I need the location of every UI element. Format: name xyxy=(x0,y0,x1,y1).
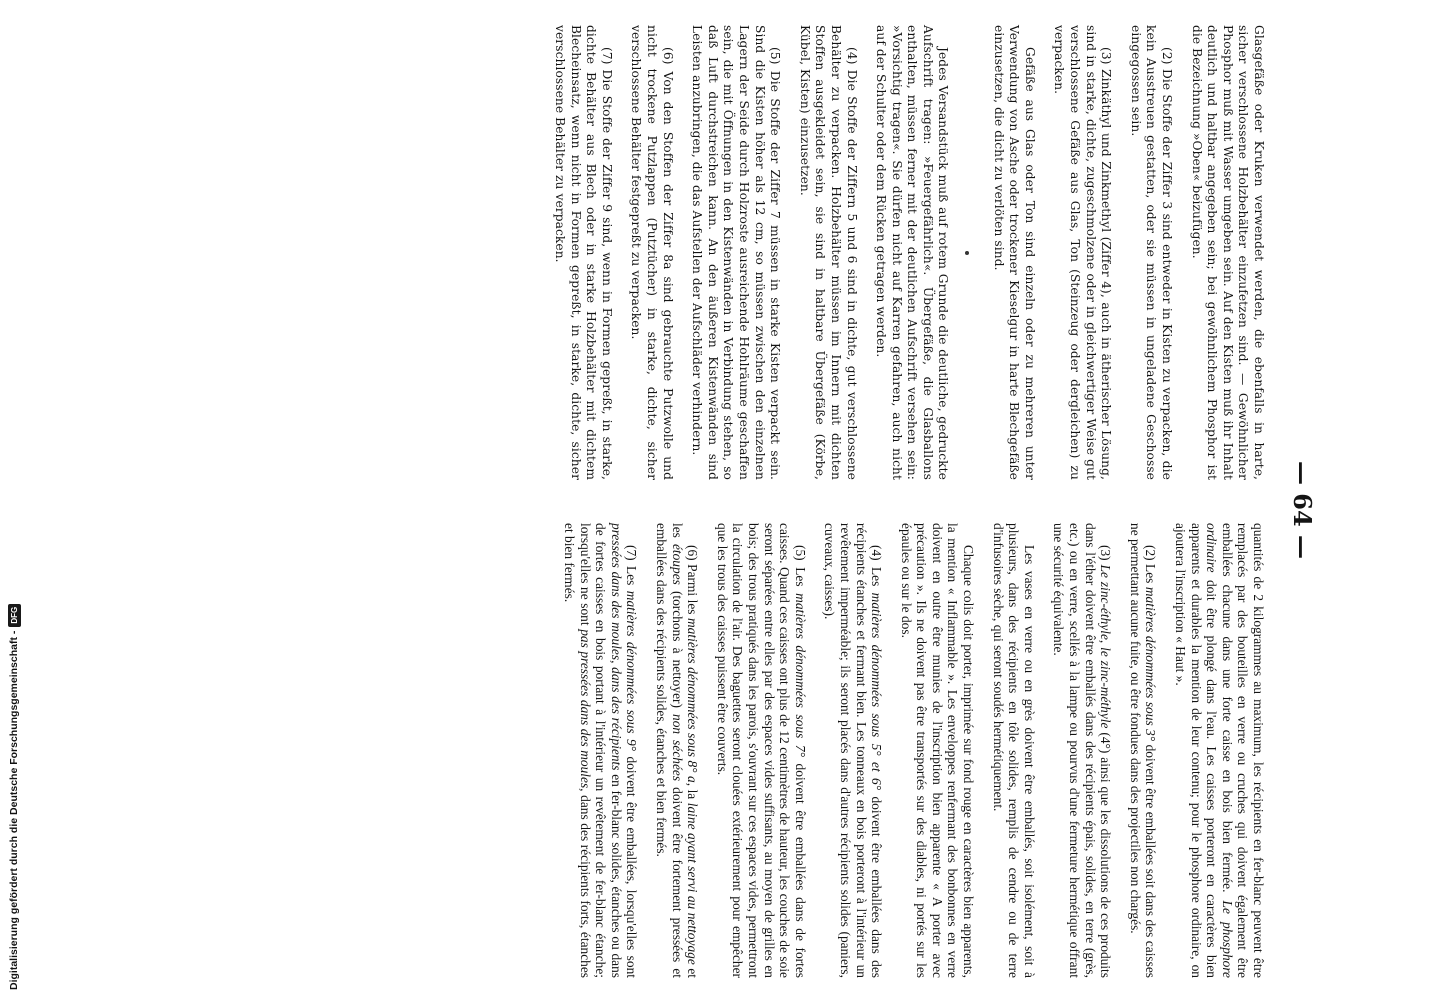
french-paragraph: (6) Parmi les matières dénommées sous 8° a, la laine ayant servi au nettoyage et les étoupes (torchons à nettoyer) non séchées doivent être fortement pressées et emballées dans des récipients solides, étanches et bien fermés. xyxy=(654,523,701,978)
german-column xyxy=(537,25,1266,480)
rotated-page xyxy=(30,25,1317,995)
page-number: — 64 — xyxy=(1288,460,1317,560)
french-paragraph: (7) Les matières dénommées sous 9° doivent être emballées, lorsqu'elles sont pressées dans des moules, dans des récipients en fer-blanc solides, étanches ou dans de fortes caisses en bois portant à l'intérieur un revêtement de fer-blanc étanche; lorsqu'elles ne sont pas pressées dans des moules, dans des récipients forts, étanches et bien fermés. xyxy=(562,523,640,979)
footer-text: Digitalisierung gefördert durch die Deutsche Forschungsgemeinschaft - xyxy=(8,630,20,990)
german-paragraph: (6) Von den Stoffen der Ziffer 8a sind gebrauchte Putzwolle und nicht trockene Putzlappen (Putztücher) in starke, dichte, sicher verschlossene Behälter festgepreßt zu verpacken. xyxy=(629,25,675,480)
german-paragraph: (4) Die Stoffe der Ziffern 5 und 6 sind in dichte, gut verschlossene Behälter zu verpacken. Holzbehälter müssen im Innern mit dichten Stoffen ausgekleidet sein, sie sind in haltbare Übergefäße (Körbe, Kübel, Kisten) einzusetzen. xyxy=(797,25,859,480)
german-paragraph: Gefäße aus Glas oder Ton sind einzeln oder zu mehreren unter Verwendung von Asche oder trockener Kieselgur in harte Blechgefäße einzusetzen, die dicht zu verlöten sind. xyxy=(991,25,1037,480)
french-paragraph: (2) Les matières dénommées sous 3° doivent être emballées soit dans des caisses ne permettant aucune fuite, ou être fondues dans des projectiles non chargés. xyxy=(1127,523,1159,978)
french-paragraph: quantités de 2 kilogrammes au maximum, les récipients en fer-blanc peuvent être remplacés par des bouteilles en verre ou cruches qui doivent également être emballées chacune dans une forte caisse en bois bien fermée. Le phosphore ordinaire doit être plongé dans l'eau. Les caisses porteront en caractères bien apparents et durables la mention de leur contenu; pour le phosphore ordinaire, on ajoutera l'inscription « Haut ». xyxy=(1173,523,1266,978)
separator-dot xyxy=(961,25,977,480)
digitization-footer xyxy=(4,0,24,1000)
german-paragraph: (2) Die Stoffe der Ziffer 3 sind entweder in Kisten zu verpacken, die kein Ausstreuen gestatten, oder sie müssen in ungeladene Geschosse eingegossen sein. xyxy=(1128,25,1175,480)
german-paragraph: (5) Die Stoffe der Ziffer 7 müssen in starke Kisten verpackt sein. Sind die Kisten höher als 12 cm, so müssen zwischen den einzelnen Lagern der Seide durch Holzroste ausreichende Hohlräume geschaffen sein, die mit Öffnungen in den Kistenwänden in Verbindung stehen, so daß Luft durchstreichen kann. An den äußeren Kistenwänden sind Leisten anzubringen, die das Aufstellen der Aufschläder verhindern. xyxy=(690,25,783,480)
german-paragraph: Jedes Versandstück muß auf rotem Grunde die deutliche, gedruckte Aufschrift tragen: »Feuergefährlich«. Übergefäße, die Glasballons enthalten, müssen ferner mit der deutlichen Aufschrift versehen sein: »Vorsichtig tragen«. Sie dürfen nicht auf Karren gefahren, auch nicht auf der Schulter oder dem Rücken getragen werden. xyxy=(874,25,951,480)
french-column xyxy=(547,523,1266,978)
german-paragraph: Glasgefäße oder Kruken verwendet werden, die ebenfalls in harte, sicher verschlossene Holzbehälter einzufetzen sind. — Gewöhnlicher Phosphor muß mit Wasser umgeben sein. Auf den Kisten muß ihr Inhalt deutlich und haltbar angegeben sein; bei gewöhnlichem Phosphor ist die Bezeichnung »Oben« beizufügen. xyxy=(1189,25,1266,480)
german-paragraph: (7) Die Stoffe der Ziffer 9 sind, wenn in Formen gepreßt, in starke, dichte Behälter aus Blech oder in starke Holzbehälter mit dichtem Blecheinsatz, wenn nicht in Formen gepreßt, in starke, dichte, sicher verschlossene Behälter zu verpacken. xyxy=(553,25,614,480)
french-paragraph: Chaque colis doit porter, imprimée sur fond rouge en caractères bien apparents, la mention « Inflammable ». Les enveloppes renfermant des bonbonnes en verre doivent en outre être munies de l'inscription bien apparente « A porter avec précaution ». Ils ne doivent pas être transportés sur des diables, ni portés sur les épaules ou sur le dos. xyxy=(898,523,977,978)
german-paragraph: (3) Zinkäthyl und Zinkmethyl (Ziffer 4), auch in ätherischer Lösung, sind in starke, dichte, zugeschmolzene oder in gleichwertiger Weise gut verschlossene Gefäße aus Glas, Ton (Steinzeug oder dergleichen) zu verpacken. xyxy=(1052,25,1114,480)
french-paragraph: (3) Le zinc-éthyle, le zinc-méthyle (4°) ainsi que les dissolutions de ces produits dans l'éther doivent être emballés dans des récipients épais, solides, en terre (grès, etc.) ou en verre, scellés à la lampe ou pourvus d'une fermeture hermétique offrant une sécurité équivalente. xyxy=(1051,523,1114,978)
french-paragraph: Les vases en verre ou en grès doivent être emballés, soit isolément, soit à plusieurs, dans des récipients en tôle solides, remplis de cendre ou de terre d'infusoires sèche, qui seront soudés hermétiquement. xyxy=(990,523,1037,978)
french-paragraph: (4) Les matières dénommées sous 5° et 6° doivent être emballées dans des récipients étanches et fermant bien. Les tonneaux en bois porteront à l'intérieur un revêtement imperméable; ils seront placés dans d'autres récipients solides (paniers, cuveaux, caisses). xyxy=(822,523,885,978)
dfg-logo: DFG xyxy=(8,604,21,627)
french-paragraph: (5) Les matières dénommées sous 7° doivent être emballées dans de fortes caisses. Quand ces caisses ont plus de 12 centimètres de hauteur, les couches de soie seront séparées entre elles par des espaces vides suffisants, au moyen de grilles en bois; des trous pratiqués dans les parois, s'ouvrant sur ces espaces vides, permettront la circulation de l'air. Des baguettes seront clouées extérieurement pour empêcher que les trous des caisses puissent être couverts. xyxy=(714,523,808,978)
